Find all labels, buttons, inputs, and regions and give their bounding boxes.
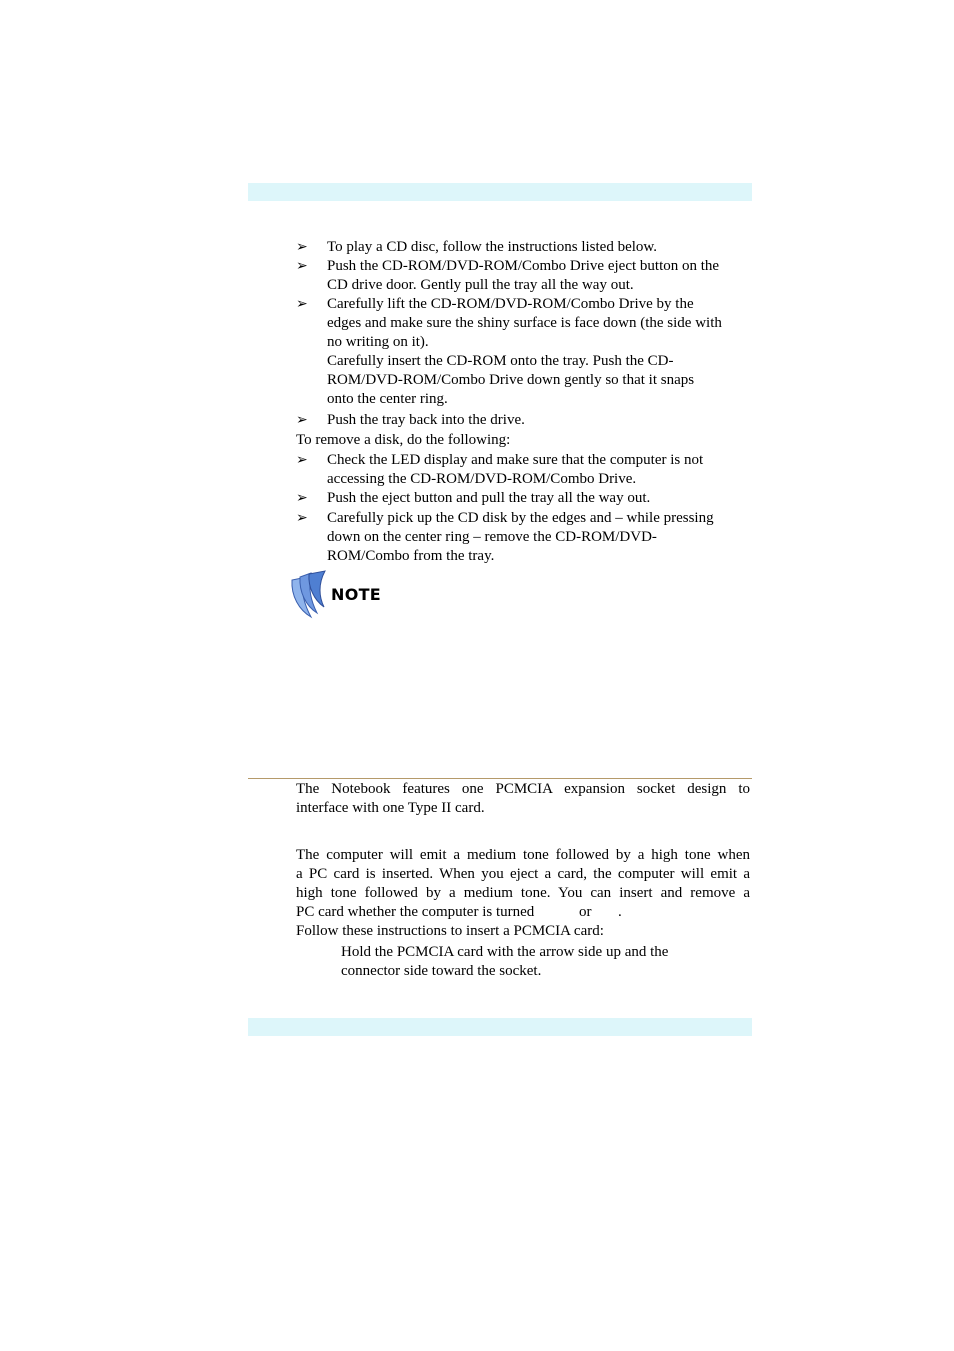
step-text: Carefully insert the CD-ROM onto the tray. Push the CD- — [327, 353, 674, 369]
step-text: CD drive door. Gently pull the tray all the way out. — [327, 277, 634, 293]
step-text: ROM/DVD-ROM/Combo Drive down gently so that it snaps — [327, 372, 695, 388]
remove-intro: To remove a disk, do the following: — [296, 432, 511, 448]
note-icon — [289, 570, 331, 620]
note-label: NOTE — [331, 585, 382, 604]
section-divider — [248, 778, 752, 779]
bullet-arrow-icon: ➢ — [296, 452, 308, 468]
pcmcia-step: Hold the PCMCIA card with the arrow side up and the connector side toward the socket. — [341, 944, 669, 979]
step-text: Carefully lift the CD-ROM/DVD-ROM/Combo Drive by the — [327, 296, 694, 312]
step-text: To play a CD disc, follow the instructions listed below. — [327, 239, 658, 255]
step-text: Check the LED display and make sure that the computer is not — [327, 452, 704, 468]
bullet-arrow-icon: ➢ — [296, 490, 308, 506]
footer-band — [248, 1018, 752, 1036]
step-text: Push the tray back into the drive. — [327, 412, 525, 428]
step-text: edges and make sure the shiny surface is face down (the side with — [327, 315, 722, 331]
step-text: down on the center ring – remove the CD-ROM/DVD- — [327, 529, 657, 545]
step-text: onto the center ring. — [327, 391, 448, 407]
step-text: no writing on it). — [327, 334, 429, 350]
bullet-arrow-icon: ➢ — [296, 258, 308, 274]
pcmcia-tone-paragraph: The computer will emit a medium tone followed by a high tone when a PC card is inserted. When you eject a card, the computer will emit a high tone followed by a medium tone. You can insert and remove a PC card whether the computer is turned or . — [296, 847, 750, 920]
note-callout — [289, 570, 399, 620]
step-text: Push the CD-ROM/DVD-ROM/Combo Drive eject button on the — [327, 258, 720, 274]
step-text: Carefully pick up the CD disk by the edges and – while pressing — [327, 510, 714, 526]
step-text: accessing the CD-ROM/DVD-ROM/Combo Drive. — [327, 471, 637, 487]
step-text: Push the eject button and pull the tray all the way out. — [327, 490, 651, 506]
step-text: ROM/Combo from the tray. — [327, 548, 495, 564]
bullet-arrow-icon: ➢ — [296, 510, 308, 526]
bullet-arrow-icon: ➢ — [296, 296, 308, 312]
bullet-arrow-icon: ➢ — [296, 412, 308, 428]
header-band — [248, 183, 752, 201]
pcmcia-follow: Follow these instructions to insert a PCMCIA card: — [296, 923, 604, 939]
pcmcia-intro: The Notebook features one PCMCIA expansion socket design to interface with one Type II card. — [296, 781, 750, 816]
bullet-arrow-icon: ➢ — [296, 239, 308, 255]
